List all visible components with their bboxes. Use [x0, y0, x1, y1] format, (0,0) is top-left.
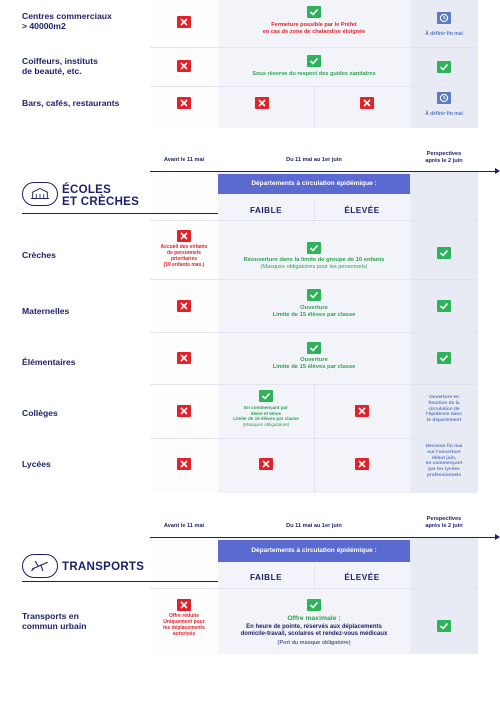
row-divider: [150, 588, 478, 589]
schools-title-line1: ÉCOLES: [62, 184, 112, 196]
header-during: Du 11 mai au 1er juin: [286, 157, 342, 163]
row-divider: [150, 279, 478, 280]
x-icon: [177, 16, 191, 28]
row-label-bars: Bars, cafés, restaurants: [22, 98, 120, 108]
creches-during-subtext: (Masques obligatoires pour les personnels): [260, 264, 368, 270]
row-label-lycees: Lycées: [22, 459, 51, 469]
colleges-low-text: En commençant par 6ème et 5ème Limite de 15 élèves par classe: [233, 405, 299, 422]
row-label-coiffeurs: Coiffeurs, instituts de beauté, etc.: [22, 56, 98, 76]
check-icon: [307, 6, 321, 18]
col-divider: [314, 565, 315, 587]
x-icon: [177, 352, 191, 364]
transports-before-text: Offre réduite Uniquement pour les déplacements autorisés: [163, 613, 205, 637]
commerce-section: [0, 0, 500, 128]
colleges-low-subtext: (Masques obligatoires): [242, 422, 290, 427]
col-divider: [314, 87, 315, 128]
elementaires-during-text: Ouverture Limite de 15 élèves par classe: [272, 357, 356, 370]
sub-high-label: ÉLEVÉE: [344, 206, 380, 215]
bars-after-text: À définir fin mai: [425, 111, 463, 117]
x-icon: [177, 60, 191, 72]
col-divider: [314, 385, 315, 493]
transports-during-title: Offre maximale :: [287, 615, 341, 622]
timeline-arrow-head: [495, 534, 500, 540]
row-label-maternelles: Maternelles: [22, 306, 70, 316]
clock-icon: [437, 12, 451, 24]
header-during: Du 11 mai au 1er juin: [286, 523, 342, 529]
coiffeurs-during-text: Sous réserve du respect des guides sanitaires: [252, 71, 376, 77]
schools-section: [0, 148, 500, 493]
check-icon: [259, 390, 273, 402]
check-icon: [437, 352, 451, 364]
check-icon: [307, 342, 321, 354]
sub-low-label: FAIBLE: [249, 573, 283, 582]
x-icon: [360, 97, 374, 109]
section-rule: [22, 213, 218, 214]
col-divider: [314, 198, 315, 220]
transports-during-text: En heure de pointe, réservés aux déplacements domicile-travail, scolaires et rendez-vous médicaux: [240, 624, 388, 638]
check-icon: [307, 599, 321, 611]
colleges-after-text: Ouverture en fonction de la circulation de l'épidémie dans le département: [426, 395, 462, 424]
check-icon: [437, 300, 451, 312]
centres-after-text: À définir fin mai: [425, 31, 463, 37]
x-icon: [355, 458, 369, 470]
schools-title-line2: ET CRÈCHES: [62, 196, 140, 208]
epidemic-band: Départements à circulation épidémique :: [218, 174, 410, 194]
x-icon: [259, 458, 273, 470]
check-icon: [437, 620, 451, 632]
check-icon: [307, 55, 321, 67]
maternelles-during-text: Ouverture Limite de 15 élèves par classe: [272, 305, 356, 318]
row-divider: [150, 47, 478, 48]
row-divider: [150, 332, 478, 333]
epidemic-band: Départements à circulation épidémique :: [218, 540, 410, 562]
creches-before-text: Accueil des enfants de personnels prioritaires (10 enfants max.): [160, 244, 208, 268]
transports-during-subtext: (Port du masque obligatoire): [277, 640, 351, 646]
transports-title: TRANSPORTS: [62, 561, 145, 573]
centres-during-text: Fermeture possible par le Préfet en cas de zone de chalandise éloignée: [262, 22, 366, 35]
header-before: Avant le 11 mai: [163, 157, 205, 163]
x-icon: [177, 300, 191, 312]
x-icon: [177, 97, 191, 109]
x-icon: [177, 230, 191, 242]
x-icon: [255, 97, 269, 109]
header-before: Avant le 11 mai: [163, 523, 205, 529]
creches-during-text: Réouverture dans la limite de groupe de 10 enfants: [243, 257, 385, 263]
x-icon: [177, 458, 191, 470]
section-rule: [22, 581, 218, 582]
transports-section: [0, 508, 500, 658]
x-icon: [355, 405, 369, 417]
plane-icon: [22, 554, 58, 578]
row-label-elementaires: Élémentaires: [22, 357, 76, 367]
check-icon: [307, 289, 321, 301]
clock-icon: [437, 92, 451, 104]
header-after: Perspectives après le 2 juin: [425, 516, 463, 529]
row-divider: [150, 220, 478, 221]
timeline-arrow-head: [495, 168, 500, 174]
check-icon: [437, 61, 451, 73]
check-icon: [307, 242, 321, 254]
header-after: Perspectives après le 2 juin: [425, 151, 463, 164]
sub-high-label: ÉLEVÉE: [344, 573, 380, 582]
school-icon: [22, 182, 58, 206]
lycees-after-text: Décision fin mai sur l'ouverture début juin, en commençant par les lycées professionnels: [425, 444, 463, 478]
x-icon: [177, 405, 191, 417]
x-icon: [177, 599, 191, 611]
row-label-centres: Centres commerciaux > 40000m2: [22, 11, 112, 31]
check-icon: [437, 247, 451, 259]
sub-low-label: FAIBLE: [249, 206, 283, 215]
col-after-bg: [410, 538, 478, 654]
row-label-creches: Crèches: [22, 250, 56, 260]
row-label-colleges: Collèges: [22, 408, 58, 418]
row-label-transports: Transports en commun urbain: [22, 611, 87, 631]
